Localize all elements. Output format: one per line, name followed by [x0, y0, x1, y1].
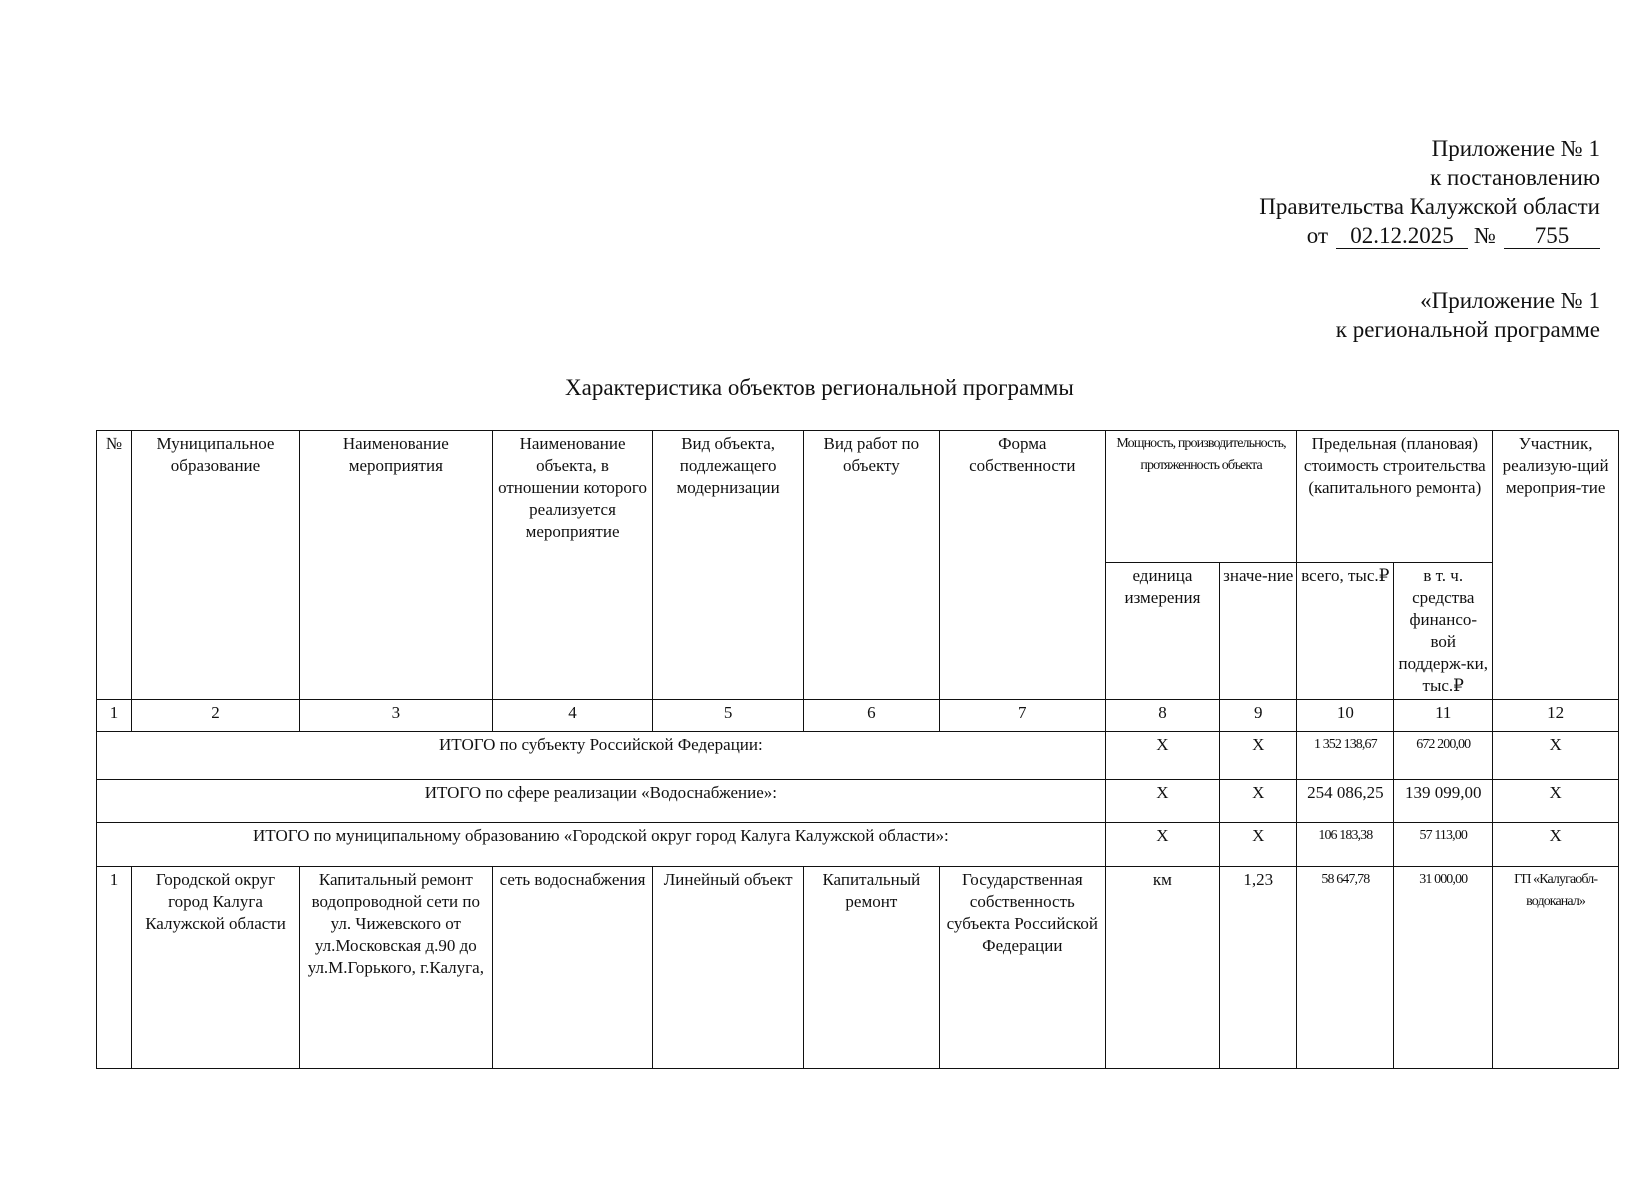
header-line-1: Приложение № 1 [1431, 136, 1600, 161]
column-number: 11 [1394, 700, 1493, 732]
col-header-object: Наименование объекта, в отношении которого реализуется мероприятие [492, 431, 653, 700]
col-header-total: всего, тыс.₽ [1297, 563, 1394, 700]
total-label: ИТОГО по муниципальному образованию «Городской округ город Калуга Калужской области»: [97, 823, 1106, 867]
row-total-cost: 58 647,78 [1297, 867, 1394, 1069]
subheader-line-2: к региональной программе [1335, 317, 1600, 342]
row-municipality: Городской округ город Калуга Калужской области [132, 867, 300, 1069]
col-header-capacity: Мощность, производительность, протяженность объекта [1105, 431, 1297, 563]
total-support: 139 099,00 [1394, 780, 1493, 823]
total-participant: Х [1493, 823, 1619, 867]
row-unit: км [1105, 867, 1219, 1069]
total-support: 672 200,00 [1394, 732, 1493, 780]
col-header-measure: Наименование мероприятия [299, 431, 492, 700]
col-header-work-type: Вид работ по объекту [803, 431, 939, 700]
col-header-number: № [97, 431, 132, 700]
header-date-line [1259, 221, 1600, 250]
total-support: 57 113,00 [1394, 823, 1493, 867]
row-object-type: Линейный объект [653, 867, 803, 1069]
total-label: ИТОГО по субъекту Российской Федерации: [97, 732, 1106, 780]
col-header-participant: Участник, реализую-щий мероприя-тие [1493, 431, 1619, 700]
document-title: Характеристика объектов региональной программы [565, 375, 1074, 400]
total-unit: Х [1105, 780, 1219, 823]
column-number: 3 [299, 700, 492, 732]
row-work-type: Капитальный ремонт [803, 867, 939, 1069]
column-number: 12 [1493, 700, 1619, 732]
total-value: Х [1220, 823, 1297, 867]
row-support: 31 000,00 [1394, 867, 1493, 1069]
col-header-ownership: Форма собственности [939, 431, 1105, 700]
column-number: 5 [653, 700, 803, 732]
row-participant: ГП «Калугаобл-водоканал» [1493, 867, 1619, 1069]
column-number: 10 [1297, 700, 1394, 732]
header-line-2: к постановлению [1430, 165, 1600, 190]
subheader-line-1: «Приложение № 1 [1420, 288, 1600, 313]
row-measure: Капитальный ремонт водопроводной сети по ул. Чижевского от ул.Московская д.90 до ул.М.Горького, г.Калуга, [299, 867, 492, 1069]
col-header-municipality: Муниципальное образование [132, 431, 300, 700]
total-row-water-supply [97, 780, 1619, 823]
col-header-value: значе-ние [1220, 563, 1297, 700]
column-number: 7 [939, 700, 1105, 732]
total-value: Х [1220, 780, 1297, 823]
col-header-unit: единица измерения [1105, 563, 1219, 700]
total-row-municipality [97, 823, 1619, 867]
table-row [97, 867, 1619, 1069]
total-cost: 254 086,25 [1297, 780, 1394, 823]
total-participant: Х [1493, 780, 1619, 823]
row-object: сеть водоснабжения [492, 867, 653, 1069]
appendix-header [1336, 286, 1600, 344]
number-prefix: № [1474, 223, 1496, 248]
resolution-number: 755 [1504, 224, 1600, 249]
total-value: Х [1220, 732, 1297, 780]
date-prefix: от [1306, 223, 1329, 248]
column-number: 8 [1105, 700, 1219, 732]
table-header-row [97, 431, 1619, 563]
approval-header [1259, 134, 1600, 250]
objects-table [96, 430, 1619, 1069]
col-header-cost: Предельная (плановая) стоимость строительства (капитального ремонта) [1297, 431, 1493, 563]
row-ownership: Государственная собственность субъекта Российской Федерации [939, 867, 1105, 1069]
column-number: 4 [492, 700, 653, 732]
header-line-3: Правительства Калужской области [1259, 194, 1600, 219]
total-participant: Х [1493, 732, 1619, 780]
total-row-subject [97, 732, 1619, 780]
total-cost: 1 352 138,67 [1297, 732, 1394, 780]
total-cost: 106 183,38 [1297, 823, 1394, 867]
resolution-date: 02.12.2025 [1336, 224, 1468, 249]
row-value: 1,23 [1220, 867, 1297, 1069]
total-label: ИТОГО по сфере реализации «Водоснабжение»: [97, 780, 1106, 823]
row-number: 1 [97, 867, 132, 1069]
column-number: 6 [803, 700, 939, 732]
total-unit: Х [1105, 732, 1219, 780]
total-unit: Х [1105, 823, 1219, 867]
column-numbers-row [97, 700, 1619, 732]
column-number: 1 [97, 700, 132, 732]
col-header-support: в т. ч. средства финансо-вой поддерж-ки, тыс.₽ [1394, 563, 1493, 700]
column-number: 2 [132, 700, 300, 732]
column-number: 9 [1220, 700, 1297, 732]
col-header-object-type: Вид объекта, подлежащего модернизации [653, 431, 803, 700]
